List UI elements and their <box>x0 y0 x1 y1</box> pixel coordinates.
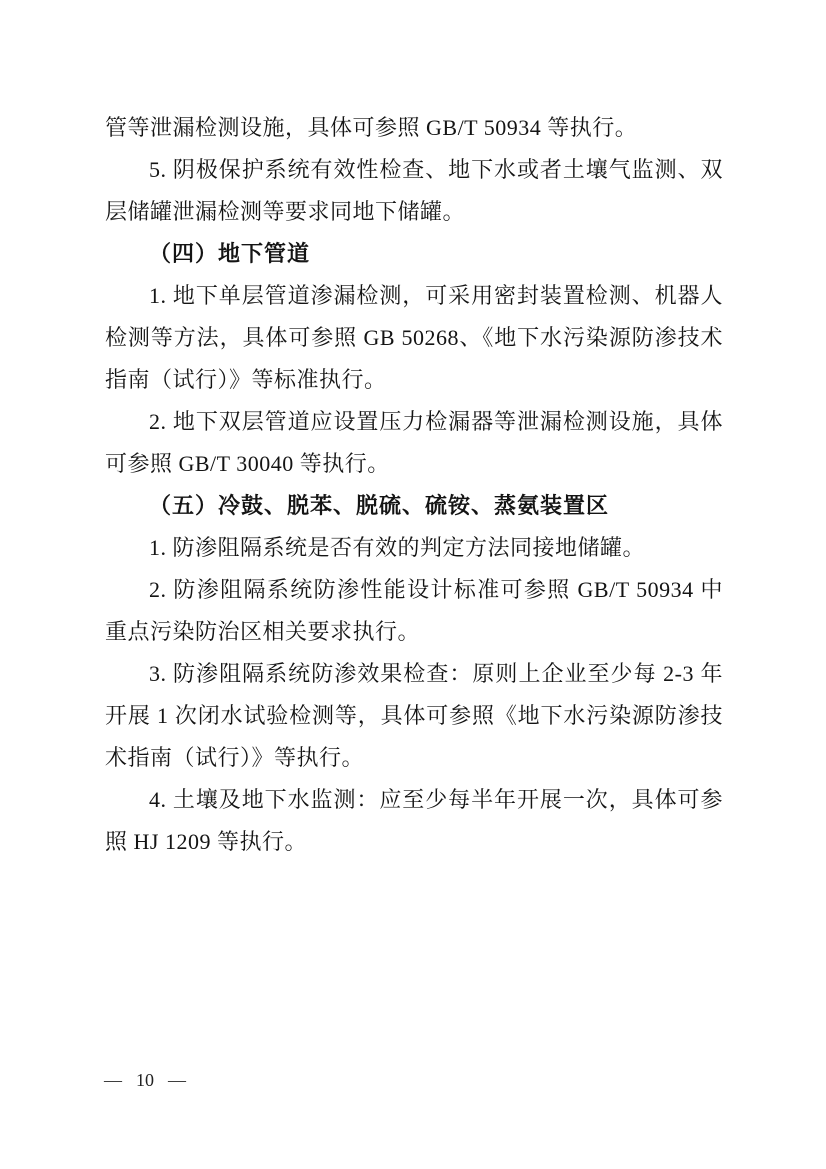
document-body <box>105 107 723 863</box>
page-number: 10 <box>136 1070 154 1090</box>
body-paragraph: 1. 防渗阻隔系统是否有效的判定方法同接地储罐。 <box>149 535 646 560</box>
footer-dash-left: — <box>104 1070 122 1090</box>
section-heading: （五）冷鼓、脱苯、脱硫、硫铵、蒸氨装置区 <box>149 493 610 518</box>
page-footer <box>104 1068 186 1092</box>
body-paragraph: 4. 土壤及地下水监测：应至少每半年开展一次，具体可参照 HJ 1209 等执行。 <box>105 787 723 854</box>
body-paragraph: 2. 防渗阻隔系统防渗性能设计标准可参照 GB/T 50934 中重点污染防治区相关要求执行。 <box>105 577 723 644</box>
section-heading: （四）地下管道 <box>149 241 311 266</box>
body-paragraph: 1. 地下单层管道渗漏检测，可采用密封装置检测、机器人检测等方法，具体可参照 GB 50268、《地下水污染源防渗技术指南（试行）》等标准执行。 <box>105 283 723 392</box>
footer-dash-right: — <box>168 1070 186 1090</box>
body-paragraph: 5. 阴极保护系统有效性检查、地下水或者土壤气监测、双层储罐泄漏检测等要求同地下储罐。 <box>105 157 723 224</box>
body-paragraph: 2. 地下双层管道应设置压力检漏器等泄漏检测设施，具体可参照 GB/T 30040 等执行。 <box>105 409 723 476</box>
body-paragraph: 管等泄漏检测设施，具体可参照 GB/T 50934 等执行。 <box>105 115 638 140</box>
body-paragraph: 3. 防渗阻隔系统防渗效果检查：原则上企业至少每 2-3 年开展 1 次闭水试验检测等，具体可参照《地下水污染源防渗技术指南（试行）》等执行。 <box>105 661 723 770</box>
